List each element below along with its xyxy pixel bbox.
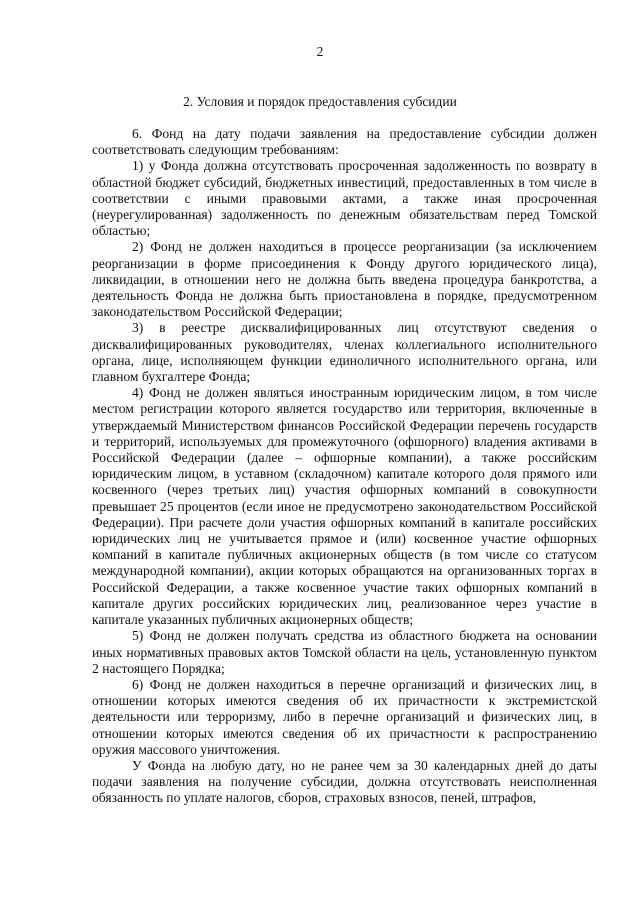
paragraph-item-1: 1) у Фонда должна отсутствовать просроченная задолженность по возврату в областной бюджет субсидий, бюджетных инвестиций, предоставленных в том числе в соответствии с иными правовыми актами, а также иная просроченная (неурегулированная) задолженность по денежным обязательствам перед Томской областью; — [92, 158, 597, 239]
section-title: 2. Условия и порядок предоставления субсидии — [183, 94, 457, 109]
paragraph-tax-obligation: У Фонда на любую дату, но не ранее чем за 30 календарных дней до даты подачи заявления на получение субсидии, должна отсутствовать неисполненная обязанность по уплате налогов, сборов, страховых взносов, пеней, штрафов, — [92, 757, 597, 806]
body-text — [92, 126, 597, 807]
paragraph-6-intro: 6. Фонд на дату подачи заявления на предоставление субсидии должен соответствовать следующим требованиям: — [92, 126, 597, 158]
paragraph-item-2: 2) Фонд не должен находиться в процессе реорганизации (за исключением реорганизации в форме присоединения к Фонду другого юридического лица), ликвидации, в отношении него не должна быть введена процедура банкротства, а деятельность Фонда не должна быть приостановлена в порядке, предусмотренном законодательством Российской Федерации; — [92, 239, 597, 320]
paragraph-item-6: 6) Фонд не должен находиться в перечне организаций и физических лиц, в отношении которых имеются сведения об их причастности к экстремистской деятельности или терроризму, либо в перечне организаций и физических лиц, в отношении которых имеются сведения об их причастности к распространению оружия массового уничтожения. — [92, 676, 597, 757]
paragraph-item-4: 4) Фонд не должен являться иностранным юридическим лицом, в том числе местом регистрации которого является государство или территория, включенные в утверждаемый Министерством финансов Российской Федерации перечень государств и территорий, используемых для промежуточного (офшорного) владения активами в Российской Федерации (далее – офшорные компании), а также российским юридическим лицом, в уставном (складочном) капитале которого доля прямого или косвенного (через третьих лиц) участия офшорных компаний в совокупности превышает 25 процентов (если иное не предусмотрено законодательством Российской Федерации). При расчете доли участия офшорных компаний в капитале российских юридических лиц не учитывается прямое и (или) косвенное участие офшорных компаний в капитале публичных акционерных обществ (в том числе со статусом международной компании), акции которых обращаются на организованных торгах в Российской Федерации, а также косвенное участие таких офшорных компаний в капитале других российских юридических лиц, реализованное через участие в капитале указанных публичных акционерных обществ; — [92, 385, 597, 628]
paragraph-item-3: 3) в реестре дисквалифицированных лиц отсутствуют сведения о дисквалифицированных руководителях, членах коллегиального исполнительного органа, лице, исполняющем функции единоличного исполнительного органа, или главном бухгалтере Фонда; — [92, 320, 597, 385]
paragraph-item-5: 5) Фонд не должен получать средства из областного бюджета на основании иных нормативных правовых актов Томской области на цель, установленную пунктом 2 настоящего Порядка; — [92, 628, 597, 676]
page-number: 2 — [316, 44, 324, 59]
